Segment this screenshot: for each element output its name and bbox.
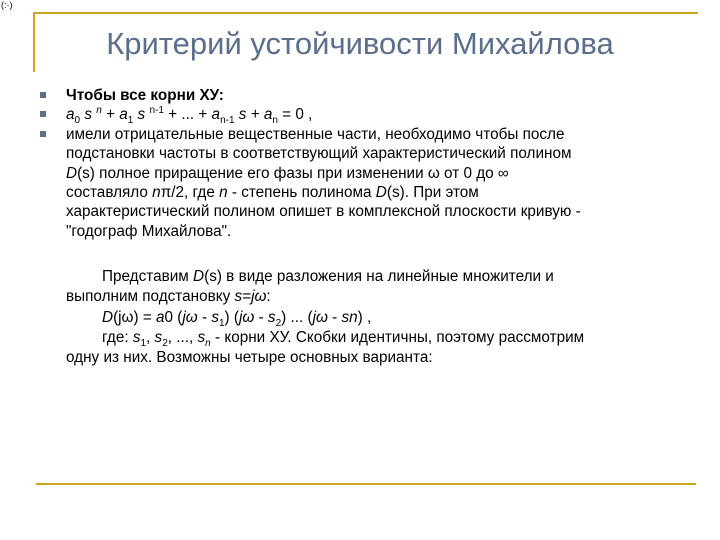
equation: $a_0$ s $^n + a_1$ s $^{n-1}$ + ... + $a_{n-1}$ $s + a_n = 0$ , [66, 105, 313, 127]
bullet-item-3 [40, 125, 690, 241]
bullet-item-2 [40, 105, 690, 127]
bullet-square-icon [40, 131, 46, 137]
frame-vertical-rule [33, 12, 35, 72]
body-paragraph: Представим D(s) в виде разложения на линейные множители и выполним подстановку s=jω: D(jω) = a0 $(j\omega - s_1)$ $(j\omega - s_2)$ ... (jω - sn) , где: $s_1$, $s_2$, ..., $s_n$ - корни ХУ. Скобки идентичны, поэтому рассмотрим одну из них. Возможны четыре основных варианта: [66, 268, 585, 367]
slide-title: Критерий устойчивости Михайлова [106, 26, 614, 61]
bullet-item-1 [40, 86, 690, 105]
bullet-paragraph: имели отрицательные вещественные части, необходимо чтобы после подстановки частоты в соответствующий характеристический полином D(s) полное приращение его фазы при изменении ω от 0 до ∞ составляло nπ/2, где n - степень полинома D(s). При этом характеристический полином опишет в комплексной плоскости кривую - "годограф Михайлова". [66, 125, 581, 240]
bullet-text: Чтобы все корни ХУ: [66, 87, 224, 104]
bullet-list [40, 86, 690, 241]
bullet-square-icon [40, 92, 46, 98]
frame-bottom-rule [36, 483, 696, 485]
frame-top-rule [33, 12, 698, 14]
bullet-square-icon [40, 111, 46, 117]
corner-mark: (:·) [1, 0, 13, 10]
